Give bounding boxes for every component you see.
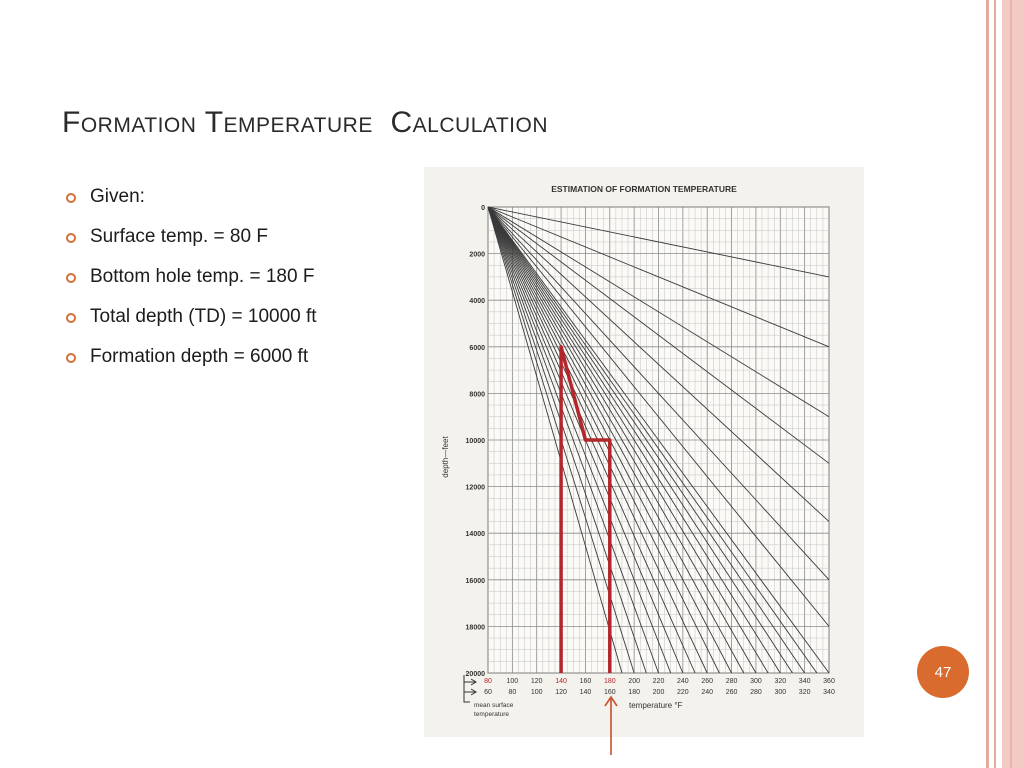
bullet-circle-icon bbox=[66, 273, 76, 283]
x-tick-label-row1: 360 bbox=[823, 678, 835, 685]
bullet-circle-icon bbox=[66, 353, 76, 363]
bullet-item: Bottom hole temp. = 180 F bbox=[66, 266, 317, 306]
surface-temp-label-line-2: temperature bbox=[474, 711, 510, 718]
y-tick-label: 20000 bbox=[465, 671, 485, 678]
y-axis-label: depth—feet bbox=[441, 436, 450, 478]
right-border-stripe-3 bbox=[1010, 0, 1012, 768]
x-tick-label-row2: 220 bbox=[677, 689, 689, 696]
x-tick-label-row2: 80 bbox=[508, 689, 517, 696]
x-tick-label-row1: 100 bbox=[506, 678, 519, 685]
x-tick-label-row1: 320 bbox=[774, 678, 787, 685]
y-tick-label: 0 bbox=[481, 205, 485, 212]
bullet-circle-icon bbox=[66, 313, 76, 323]
y-tick-label: 10000 bbox=[465, 438, 485, 445]
x-tick-label-row1: 160 bbox=[579, 678, 592, 685]
bullet-circle-icon bbox=[66, 233, 76, 243]
y-tick-label: 2000 bbox=[469, 251, 485, 259]
x-tick-label-row1: 240 bbox=[677, 678, 689, 685]
bullet-item: Surface temp. = 80 F bbox=[66, 226, 317, 266]
x-tick-label-row2: 60 bbox=[484, 689, 492, 696]
surface-temp-label-line-1: mean surface bbox=[474, 702, 514, 709]
x-tick-label-row1: 80 bbox=[484, 678, 492, 685]
x-tick-label-row2: 140 bbox=[579, 689, 592, 696]
x-tick-label-row1: 280 bbox=[725, 678, 738, 685]
bullet-circle-icon bbox=[66, 193, 76, 203]
x-tick-label-row2: 200 bbox=[652, 689, 665, 696]
x-tick-label-row2: 260 bbox=[725, 689, 738, 696]
formation-temperature-chart bbox=[424, 167, 864, 737]
bullet-item: Total depth (TD) = 10000 ft bbox=[66, 306, 317, 346]
x-tick-label-row2: 180 bbox=[628, 689, 640, 696]
x-tick-label-row2: 240 bbox=[701, 689, 714, 696]
x-tick-label-row2: 120 bbox=[555, 689, 567, 696]
bullet-item: Formation depth = 6000 ft bbox=[66, 346, 317, 386]
y-tick-label: 4000 bbox=[469, 298, 485, 306]
x-tick-label-row1: 260 bbox=[701, 678, 714, 685]
y-tick-label: 18000 bbox=[465, 624, 485, 632]
x-tick-label-row2: 340 bbox=[823, 689, 835, 696]
y-tick-label: 6000 bbox=[469, 344, 485, 352]
x-tick-label-row2: 280 bbox=[750, 689, 762, 696]
x-tick-label-row1: 340 bbox=[798, 678, 811, 685]
y-axis-ticks bbox=[466, 205, 486, 678]
x-tick-label-row1: 120 bbox=[530, 678, 543, 685]
surface-temp-label bbox=[474, 702, 514, 718]
y-tick-label: 16000 bbox=[465, 577, 485, 585]
x-tick-label-row2: 300 bbox=[774, 689, 787, 696]
x-tick-label-row1: 300 bbox=[750, 678, 762, 685]
y-tick-label: 14000 bbox=[465, 531, 485, 539]
chart-svg bbox=[424, 167, 864, 737]
x-axis-label: temperature °F bbox=[629, 701, 683, 710]
bullet-list bbox=[66, 186, 317, 386]
x-tick-label-row1: 180 bbox=[603, 678, 616, 685]
y-tick-label: 8000 bbox=[469, 391, 485, 399]
x-tick-label-row1: 200 bbox=[628, 678, 640, 685]
x-tick-label-row1: 140 bbox=[555, 678, 567, 685]
bullet-item: Given: bbox=[66, 186, 317, 226]
right-border-stripe-1 bbox=[986, 0, 989, 768]
x-tick-label-row2: 320 bbox=[798, 689, 811, 696]
surface-temp-arrows bbox=[464, 675, 476, 702]
x-tick-label-row2: 100 bbox=[530, 689, 543, 696]
page-number-badge: 47 bbox=[917, 646, 969, 698]
temperature-arrow-icon bbox=[604, 695, 618, 755]
chart-title: ESTIMATION OF FORMATION TEMPERATURE bbox=[551, 184, 737, 194]
slide-title: Formation Temperature Calculation bbox=[62, 106, 548, 139]
right-border-stripe-outer bbox=[1002, 0, 1024, 768]
x-axis-ticks bbox=[484, 678, 835, 696]
x-tick-label-row2: 160 bbox=[603, 689, 616, 696]
x-tick-label-row1: 220 bbox=[652, 678, 665, 685]
y-tick-label: 12000 bbox=[465, 484, 485, 492]
right-border-stripe-2 bbox=[994, 0, 996, 768]
